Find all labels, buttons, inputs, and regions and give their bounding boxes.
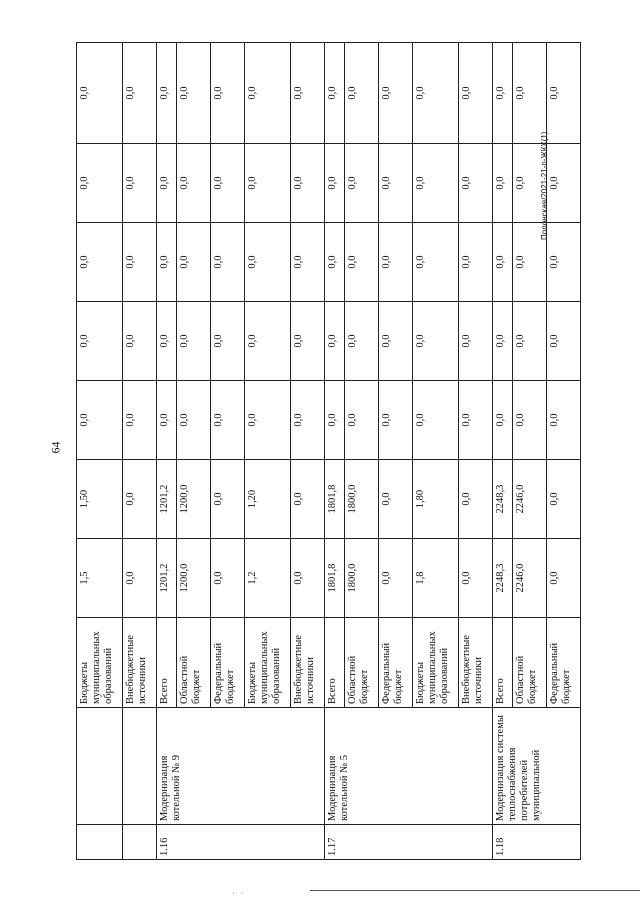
amount-cell: 0,0 bbox=[291, 460, 325, 539]
amount-cell: 0,0 bbox=[123, 43, 157, 144]
amount-cell: 0,0 bbox=[547, 381, 581, 460]
amount-cell: 0,0 bbox=[379, 381, 413, 460]
item-code-cell: 1.16 bbox=[157, 825, 325, 860]
amount-cell: 0,0 bbox=[413, 43, 459, 144]
amount-cell: 0,0 bbox=[123, 539, 157, 618]
amount-cell: 0,0 bbox=[413, 144, 459, 223]
amount-cell: 1,20 bbox=[245, 460, 291, 539]
funding-source-cell: Федеральный бюджет bbox=[547, 618, 581, 708]
amount-cell: 0,0 bbox=[345, 43, 379, 144]
amount-cell: 0,0 bbox=[77, 223, 123, 302]
amount-cell: 0,0 bbox=[513, 144, 547, 223]
amount-cell: 0,0 bbox=[123, 460, 157, 539]
document-code-text: Полонская/2021-21-п-ЖКХ(1) bbox=[540, 131, 549, 240]
amount-cell: 0,0 bbox=[211, 460, 245, 539]
amount-cell: 0,0 bbox=[77, 381, 123, 460]
amount-cell: 1800,0 bbox=[345, 460, 379, 539]
item-name-cell: Модернизация системы теплоснабжения потребителей муниципальной bbox=[493, 708, 581, 825]
amount-cell: 0,0 bbox=[177, 381, 211, 460]
amount-cell: 0,0 bbox=[413, 302, 459, 381]
amount-cell: 0,0 bbox=[177, 43, 211, 144]
funding-source-cell: Внебюджетные источники bbox=[123, 618, 157, 708]
item-name-cell: Модернизация котельной № 9 bbox=[157, 708, 325, 825]
item-name-cell: Модернизация котельной № 5 bbox=[325, 708, 493, 825]
funding-source-cell: Областной бюджет bbox=[513, 618, 547, 708]
amount-cell: 1,8 bbox=[413, 539, 459, 618]
budget-table bbox=[76, 42, 581, 860]
amount-cell: 2246,0 bbox=[513, 539, 547, 618]
item-code-cell: 1.17 bbox=[325, 825, 493, 860]
amount-cell: 0,0 bbox=[459, 223, 493, 302]
amount-cell: 1201,2 bbox=[157, 460, 177, 539]
page-edge-marks: · · bbox=[232, 889, 246, 898]
amount-cell: 1801,8 bbox=[325, 539, 345, 618]
amount-cell: 0,0 bbox=[513, 43, 547, 144]
amount-cell: 0,0 bbox=[345, 144, 379, 223]
amount-cell: 0,0 bbox=[211, 381, 245, 460]
amount-cell: 0,0 bbox=[459, 539, 493, 618]
amount-cell: 0,0 bbox=[211, 302, 245, 381]
amount-cell: 0,0 bbox=[513, 381, 547, 460]
amount-cell: 0,0 bbox=[211, 539, 245, 618]
funding-source-cell: Бюджеты муниципальных образований bbox=[245, 618, 291, 708]
amount-cell: 0,0 bbox=[547, 460, 581, 539]
amount-cell: 0,0 bbox=[77, 43, 123, 144]
amount-cell: 0,0 bbox=[459, 460, 493, 539]
amount-cell: 0,0 bbox=[77, 144, 123, 223]
table-row bbox=[325, 43, 345, 860]
funding-source-cell: Федеральный бюджет bbox=[379, 618, 413, 708]
funding-source-cell: Бюджеты муниципальных образований bbox=[77, 618, 123, 708]
amount-cell: 0,0 bbox=[493, 144, 513, 223]
item-name-cell bbox=[123, 708, 157, 825]
amount-cell: 0,0 bbox=[379, 539, 413, 618]
amount-cell: 0,0 bbox=[379, 43, 413, 144]
amount-cell: 0,0 bbox=[493, 302, 513, 381]
amount-cell: 0,0 bbox=[345, 381, 379, 460]
amount-cell: 0,0 bbox=[245, 223, 291, 302]
amount-cell: 0,0 bbox=[245, 381, 291, 460]
amount-cell: 1,50 bbox=[77, 460, 123, 539]
amount-cell: 2248,3 bbox=[493, 460, 513, 539]
amount-cell: 1,5 bbox=[77, 539, 123, 618]
amount-cell: 0,0 bbox=[291, 539, 325, 618]
amount-cell: 0,0 bbox=[291, 43, 325, 144]
amount-cell: 0,0 bbox=[123, 144, 157, 223]
amount-cell: 0,0 bbox=[379, 460, 413, 539]
table-row bbox=[157, 43, 177, 860]
amount-cell: 0,0 bbox=[379, 223, 413, 302]
page-number: 64 bbox=[48, 441, 63, 454]
amount-cell: 0,0 bbox=[157, 302, 177, 381]
funding-source-cell: Бюджеты муниципальных образований bbox=[413, 618, 459, 708]
amount-cell: 0,0 bbox=[379, 144, 413, 223]
amount-cell: 0,0 bbox=[291, 302, 325, 381]
item-code-cell bbox=[77, 825, 123, 860]
funding-source-cell: Всего bbox=[325, 618, 345, 708]
amount-cell: 0,0 bbox=[177, 144, 211, 223]
amount-cell: 0,0 bbox=[211, 144, 245, 223]
amount-cell: 0,0 bbox=[513, 302, 547, 381]
amount-cell: 0,0 bbox=[325, 381, 345, 460]
amount-cell: 0,0 bbox=[459, 43, 493, 144]
funding-source-cell: Областной бюджет bbox=[177, 618, 211, 708]
amount-cell: 0,0 bbox=[245, 302, 291, 381]
amount-cell: 0,0 bbox=[245, 144, 291, 223]
amount-cell: 0,0 bbox=[123, 223, 157, 302]
amount-cell: 0,0 bbox=[547, 302, 581, 381]
amount-cell: 0,0 bbox=[547, 43, 581, 144]
amount-cell: 1200,0 bbox=[177, 460, 211, 539]
amount-cell: 0,0 bbox=[325, 223, 345, 302]
amount-cell: 0,0 bbox=[345, 223, 379, 302]
amount-cell: 1800,0 bbox=[345, 539, 379, 618]
amount-cell: 0,0 bbox=[459, 144, 493, 223]
amount-cell: 0,0 bbox=[211, 223, 245, 302]
item-name-cell bbox=[77, 708, 123, 825]
amount-cell: 0,0 bbox=[513, 223, 547, 302]
amount-cell: 0,0 bbox=[459, 302, 493, 381]
amount-cell: 0,0 bbox=[345, 302, 379, 381]
amount-cell: 0,0 bbox=[493, 381, 513, 460]
amount-cell: 0,0 bbox=[123, 381, 157, 460]
amount-cell: 0,0 bbox=[291, 223, 325, 302]
table-row bbox=[123, 43, 157, 860]
amount-cell: 0,0 bbox=[177, 302, 211, 381]
amount-cell: 0,0 bbox=[325, 144, 345, 223]
amount-cell: 0,0 bbox=[245, 43, 291, 144]
amount-cell: 0,0 bbox=[77, 302, 123, 381]
table-row bbox=[77, 43, 123, 860]
funding-source-cell: Всего bbox=[493, 618, 513, 708]
rotated-table-container bbox=[76, 43, 573, 860]
amount-cell: 0,0 bbox=[325, 43, 345, 144]
amount-cell: 0,0 bbox=[157, 223, 177, 302]
amount-cell: 0,0 bbox=[459, 381, 493, 460]
amount-cell: 0,0 bbox=[157, 43, 177, 144]
amount-cell: 0,0 bbox=[177, 223, 211, 302]
amount-cell: 0,0 bbox=[211, 43, 245, 144]
budget-table-body bbox=[77, 43, 581, 860]
funding-source-cell: Внебюджетные источники bbox=[459, 618, 493, 708]
item-code-cell bbox=[123, 825, 157, 860]
funding-source-cell: Внебюджетные источники bbox=[291, 618, 325, 708]
amount-cell: 1200,0 bbox=[177, 539, 211, 618]
amount-cell: 1,80 bbox=[413, 460, 459, 539]
funding-source-cell: Областной бюджет bbox=[345, 618, 379, 708]
amount-cell: 0,0 bbox=[547, 539, 581, 618]
funding-source-cell: Федеральный бюджет bbox=[211, 618, 245, 708]
amount-cell: 0,0 bbox=[547, 144, 581, 223]
amount-cell: 1801,8 bbox=[325, 460, 345, 539]
item-code-cell: 1.18 bbox=[493, 825, 581, 860]
amount-cell: 0,0 bbox=[291, 144, 325, 223]
amount-cell: 2246,0 bbox=[513, 460, 547, 539]
amount-cell: 0,0 bbox=[493, 223, 513, 302]
amount-cell: 0,0 bbox=[493, 43, 513, 144]
table-row bbox=[493, 43, 513, 860]
amount-cell: 0,0 bbox=[123, 302, 157, 381]
amount-cell: 0,0 bbox=[413, 223, 459, 302]
amount-cell: 0,0 bbox=[291, 381, 325, 460]
amount-cell: 0,0 bbox=[413, 381, 459, 460]
amount-cell: 0,0 bbox=[379, 302, 413, 381]
budget-table-area bbox=[76, 43, 573, 860]
amount-cell: 2248,3 bbox=[493, 539, 513, 618]
amount-cell: 1,2 bbox=[245, 539, 291, 618]
funding-source-cell: Всего bbox=[157, 618, 177, 708]
amount-cell: 1201,2 bbox=[157, 539, 177, 618]
amount-cell: 0,0 bbox=[547, 223, 581, 302]
amount-cell: 0,0 bbox=[157, 381, 177, 460]
amount-cell: 0,0 bbox=[157, 144, 177, 223]
page-bottom-rule bbox=[310, 890, 640, 891]
amount-cell: 0,0 bbox=[325, 302, 345, 381]
